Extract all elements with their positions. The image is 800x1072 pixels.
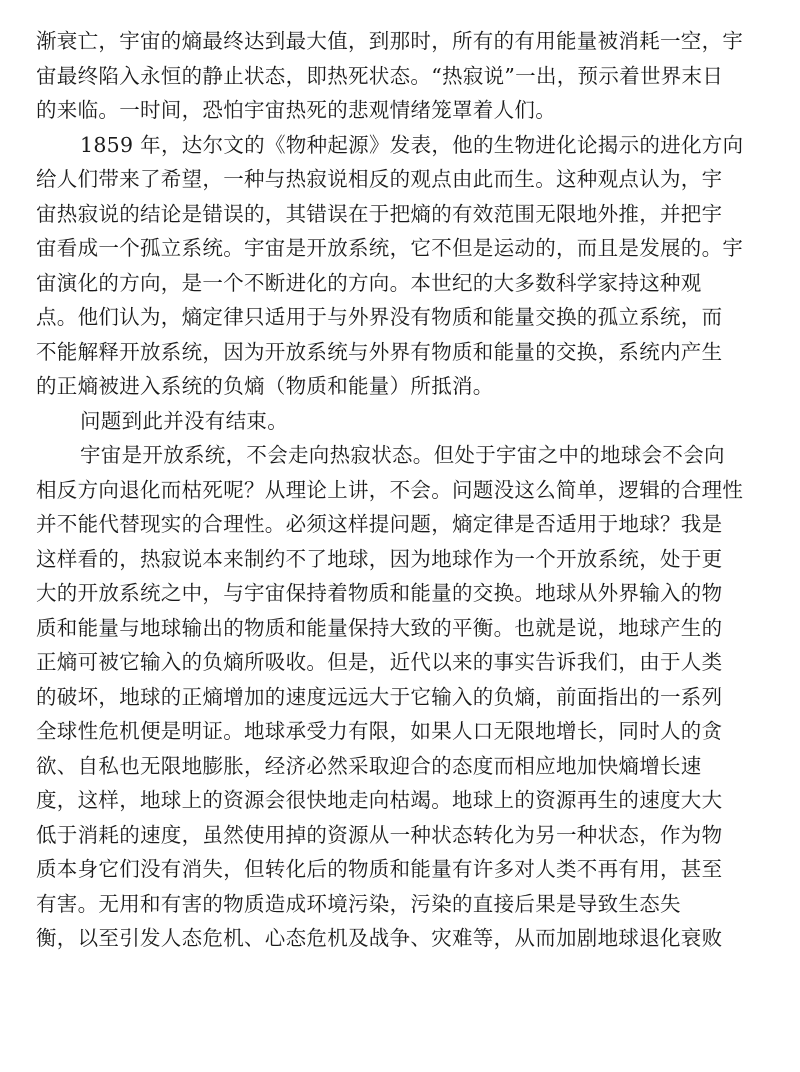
text-line-10: 不能解释开放系统，因为开放系统与外界有物质和能量的交换，系统内产生 [36,339,723,364]
text-line-15: 并不能代替现实的合理性。必须这样提问题，熵定律是否适用于地球？我是 [36,512,723,536]
text-line-26: 有害。无用和有害的物质造成环境污染，污染的直接后果是导致生态失 [36,891,681,916]
text-line-14: 相反方向退化而枯死呢？从理论上讲，不会。问题没这么简单，逻辑的合理性 [36,477,744,502]
text-line-12: 问题到此并没有结束。 [80,408,288,433]
text-line-5: 给人们带来了希望，一种与热寂说相反的观点由此而生。这种观点认为，宇 [36,167,723,191]
text-line-17: 大的开放系统之中，与宇宙保持着物质和能量的交换。地球从外界输入的物 [36,581,723,605]
text-line-9: 点。他们认为，熵定律只适用于与外界没有物质和能量交换的孤立系统，而 [36,305,723,329]
text-line-11: 的正熵被进入系统的负熵（物质和能量）所抵消。 [36,374,494,398]
text-line-2: 宙最终陷入永恒的静止状态，即热死状态。“热寂说”一出，预示着世界末日 [36,63,724,88]
text-line-21: 全球性危机便是明证。地球承受力有限，如果人口无限地增长，同时人的贪 [36,719,723,743]
text-line-18: 质和能量与地球输出的物质和能量保持大致的平衡。也就是说，地球产生的 [36,615,723,640]
text-line-27: 衡，以至引发人态危机、心态危机及战争、灾难等，从而加剧地球退化衰败 [36,926,723,950]
text-line-23: 度，这样，地球上的资源会很快地走向枯竭。地球上的资源再生的速度大大 [36,788,723,812]
text-line-19: 正熵可被它输入的负熵所吸收。但是，近代以来的事实告诉我们，由于人类 [36,650,723,674]
text-line-24: 低于消耗的速度，虽然使用掉的资源从一种状态转化为另一种状态，作为物 [36,822,723,847]
text-line-20: 的破坏，地球的正熵增加的速度远远大于它输入的负熵，前面指出的一系列 [36,684,723,709]
text-line-1: 渐衰亡，宇宙的熵最终达到最大值，到那时，所有的有用能量被消耗一空，宇 [36,29,744,53]
text-line-8: 宙演化的方向，是一个不断进化的方向。本世纪的大多数科学家持这种观 [36,270,702,295]
text-line-16: 这样看的，热寂说本来制约不了地球，因为地球作为一个开放系统，处于更 [36,546,723,571]
document-page [36,24,766,956]
text-line-4: 1859 年，达尔文的《物种起源》发表，他的生物进化论揭示的进化方向 [80,132,744,157]
text-line-6: 宙热寂说的结论是错误的，其错误在于把熵的有效范围无限地外推，并把宇 [36,201,723,226]
text-line-7: 宙看成一个孤立系统。宇宙是开放系统，它不但是运动的，而且是发展的。宇 [36,236,744,260]
text-line-3: 的来临。一时间，恐怕宇宙热死的悲观情绪笼罩着人们。 [36,98,556,122]
text-line-13: 宇宙是开放系统，不会走向热寂状态。但处于宇宙之中的地球会不会向 [80,443,725,467]
text-line-22: 欲、自私也无限地膨胀，经济必然采取迎合的态度而相应地加快熵增长速 [36,753,702,778]
text-line-25: 质本身它们没有消失，但转化后的物质和能量有许多对人类不再有用，甚至 [36,857,723,881]
